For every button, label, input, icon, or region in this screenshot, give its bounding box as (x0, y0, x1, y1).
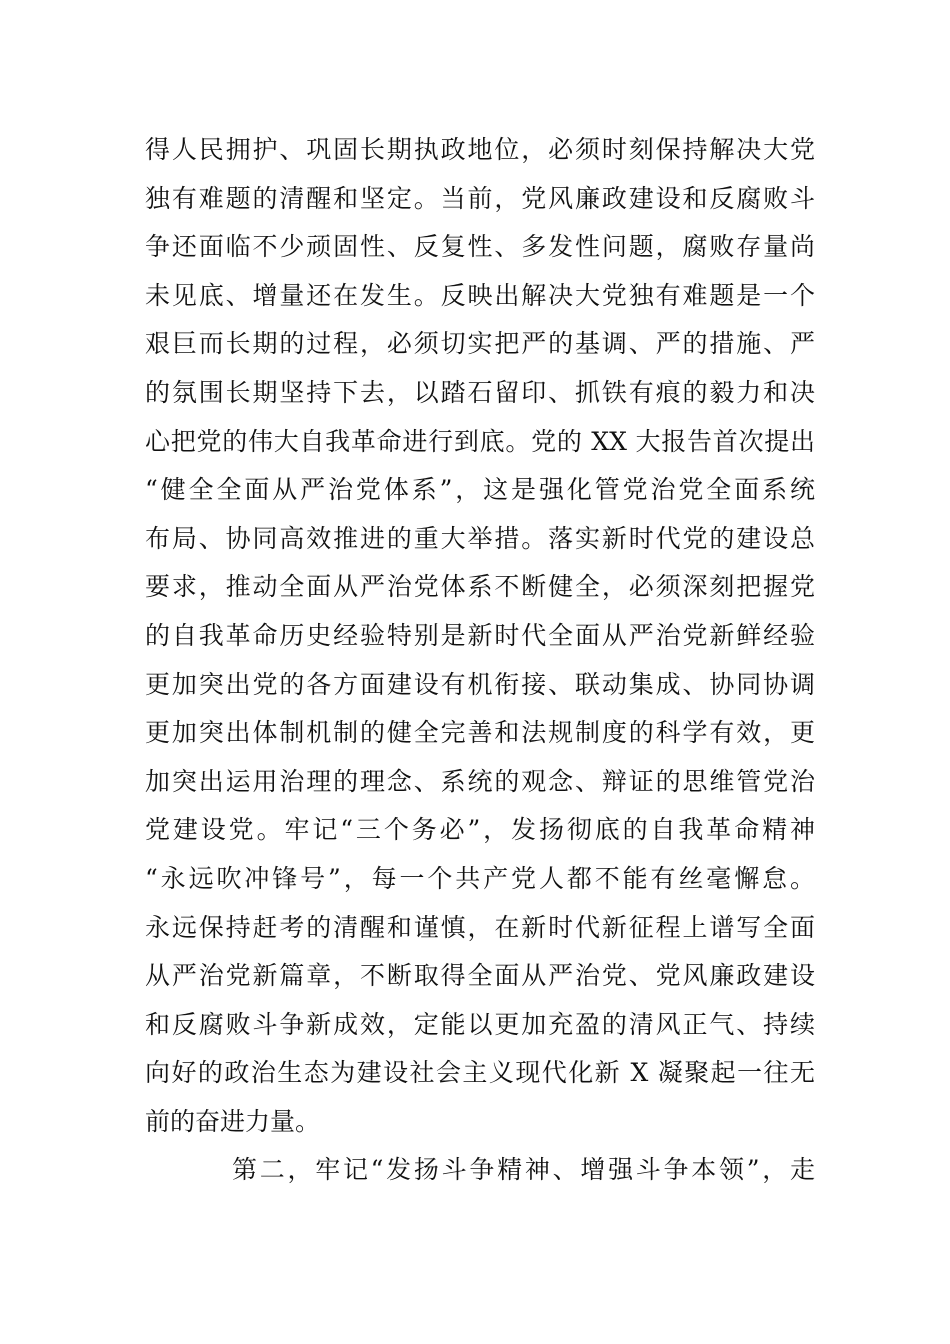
text-line: 争还面临不少顽固性、反复性、多发性问题，腐败存量尚 (145, 232, 815, 262)
text-line: 独有难题的清醒和坚定。当前，党风廉政建设和反腐败斗 (145, 183, 815, 213)
paragraph-start-line: 第二，牢记“发扬斗争精神、增强斗争本领”，走 (232, 1155, 815, 1185)
text-line: 前的奋进力量。 (145, 1106, 321, 1136)
text-line: 的自我革命历史经验特别是新时代全面从严治党新鲜经验 (145, 620, 815, 650)
text-line: 得人民拥护、巩固长期执政地位，必须时刻保持解决大党 (145, 135, 815, 164)
text-line: 永远保持赶考的清醒和谨慎，在新时代新征程上谱写全面 (145, 912, 815, 942)
text-line: 的氛围长期坚持下去，以踏石留印、抓铁有痕的毅力和决 (145, 377, 815, 407)
text-line: 布局、协同高效推进的重大举措。落实新时代党的建设总 (145, 523, 815, 553)
text-line: 要求，推动全面从严治党体系不断健全，必须深刻把握党 (145, 572, 815, 602)
text-line: 更加突出体制机制的健全完善和法规制度的科学有效，更 (145, 718, 815, 748)
text-line: 加突出运用治理的理念、系统的观念、辩证的思维管党治 (145, 766, 815, 796)
text-line: 未见底、增量还在发生。反映出解决大党独有难题是一个 (145, 280, 815, 310)
text-line: 艰巨而长期的过程，必须切实把严的基调、严的措施、严 (145, 329, 815, 359)
text-line: 更加突出党的各方面建设有机衔接、联动集成、协同协调 (145, 669, 815, 699)
text-line: “永远吹冲锋号”，每一个共产党人都不能有丝毫懈怠。 (145, 863, 815, 893)
text-line: 从严治党新篇章，不断取得全面从严治党、党风廉政建设 (145, 961, 815, 991)
text-line: 向好的政治生态为建设社会主义现代化新 X 凝聚起一往无 (145, 1058, 815, 1088)
text-line: “健全全面从严治党体系”，这是强化管党治党全面系统 (145, 475, 815, 505)
text-line: 党建设党。牢记“三个务必”，发扬彻底的自我革命精神 (145, 815, 815, 845)
text-line: 和反腐败斗争新成效，定能以更加充盈的清风正气、持续 (145, 1009, 815, 1039)
text-line: 心把党的伟大自我革命进行到底。党的 XX 大报告首次提出 (145, 426, 815, 456)
body-text (145, 126, 815, 1195)
